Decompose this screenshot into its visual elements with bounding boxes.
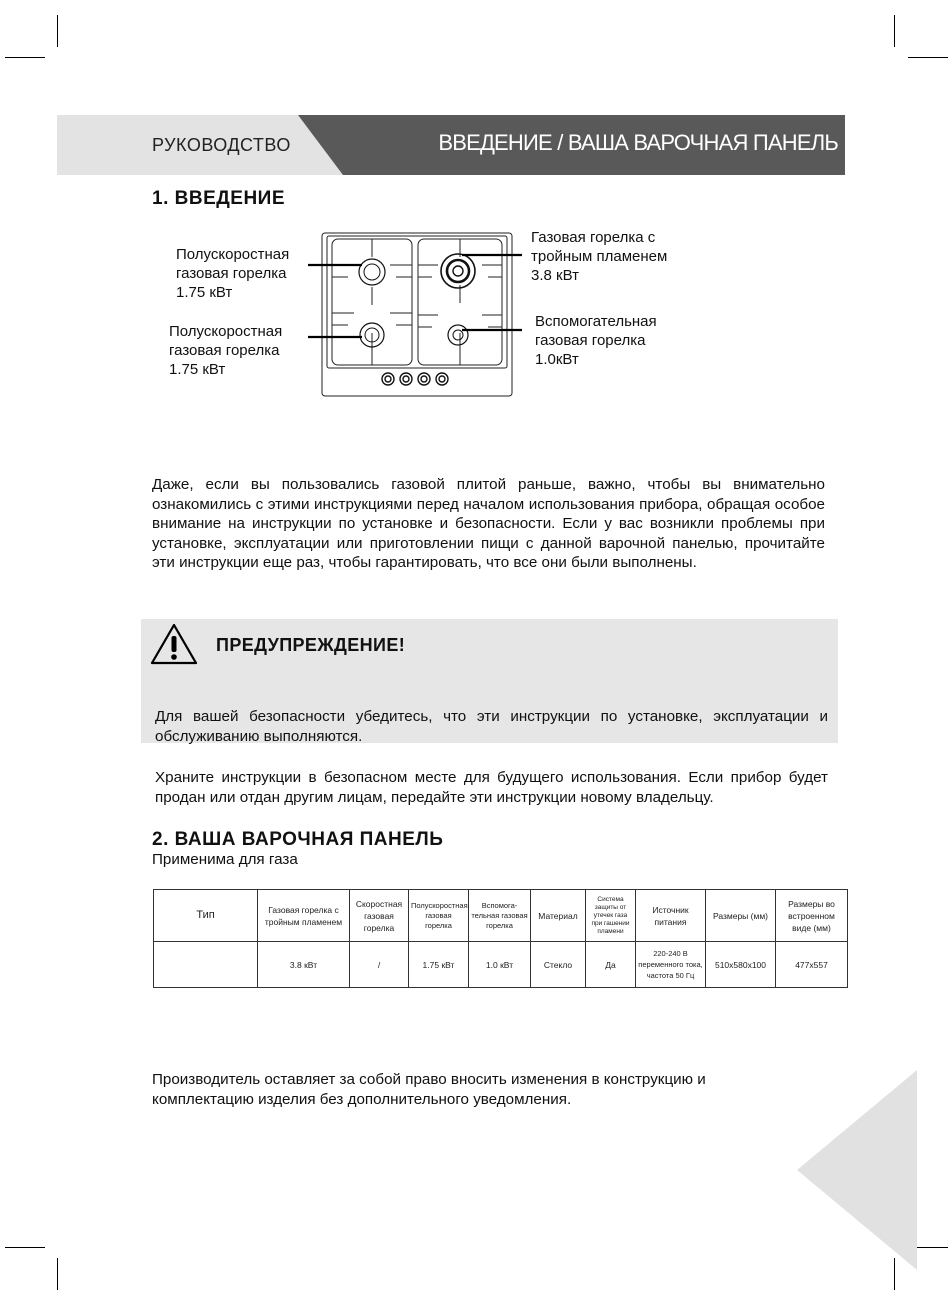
header-cell: Размеры во встроенном виде (мм) [776,890,848,942]
crop-mark [57,15,58,47]
label-bottom-right: Вспомогательная газовая горелка 1.0кВт [535,313,657,368]
crop-mark [894,15,895,47]
table-cell: Стекло [531,942,586,988]
table-cell: 1.75 кВт [409,942,469,988]
header-cell: Газовая горелка с тройным пламенем [258,890,350,942]
table-header-row [154,890,848,942]
warning-title: ПРЕДУПРЕЖДЕНИЕ! [216,635,406,655]
header-cell: Скоростная газовая горелка [350,890,409,942]
header-cell: Вспомога-тельная газовая горелка [469,890,531,942]
footer-note: Производитель оставляет за собой право вносить изменения в конструкцию и комплектацию изделия без дополнительного уведомления. [152,1071,706,1108]
crop-mark [5,57,45,58]
hob-diagram [300,225,540,405]
crop-mark [57,1258,58,1290]
header-cell: Источник питания [636,890,706,942]
crop-mark [908,57,948,58]
header-cell: Тип [154,890,258,942]
warning-text: Для вашей безопасности убедитесь, что эти инструкции по установке, эксплуатации и обслуживанию выполняются. [155,708,828,745]
table-row [154,942,848,988]
control-knob [400,373,412,385]
header-cell: Система защиты от утечек газа при гашении пламени [586,890,636,942]
burner-auxiliary [448,325,468,345]
spec-table [153,889,848,988]
table-cell: / [350,942,409,988]
label-top-right: Газовая горелка с тройным пламенем 3.8 кВт [531,229,668,284]
crop-mark [894,1258,895,1290]
table-cell: 3.8 кВт [258,942,350,988]
label-top-left: Полускоростная газовая горелка 1.75 кВт [176,246,290,301]
warning-icon [149,622,199,666]
table-cell: 510x580x100 [706,942,776,988]
header-cell: Размеры (мм) [706,890,776,942]
control-knob [418,373,430,385]
header-cell: Материал [531,890,586,942]
header-right-title: ВВЕДЕНИЕ / ВАША ВАРОЧНАЯ ПАНЕЛЬ [438,130,838,155]
label-bottom-left: Полускоростная газовая горелка 1.75 кВт [169,323,283,378]
burner-top-left [359,259,385,285]
page-corner-arrow [797,1070,917,1270]
table-cell: 220-240 В переменного тока, частота 50 Гц [636,942,706,988]
table-cell: 1.0 кВт [469,942,531,988]
storage-paragraph: Храните инструкции в безопасном месте для будущего использования. Если прибор будет продан или отдан другим лицам, передайте эти инструкции новому владельцу. [155,769,828,806]
table-cell: 477x557 [776,942,848,988]
section1-title: 1. ВВЕДЕНИЕ [152,188,285,209]
control-knob [382,373,394,385]
table-cell [154,942,258,988]
header-left-title: РУКОВОДСТВО [152,135,291,155]
crop-mark [5,1247,45,1248]
intro-paragraph: Даже, если вы пользовались газовой плитой раньше, важно, чтобы вы внимательно ознакомились с этими инструкциями перед началом использования прибора, обращая особое внимание на инструкции по установке и безопасности. Если у вас возникли проблемы при установке, эксплуатации или приготовлении пищи с данной варочной панелью, прочитайте эти инструкции еще раз, чтобы гарантировать, что все они были выполнены. [152,476,825,572]
table-cell: Да [586,942,636,988]
section2-subtitle: Применима для газа [152,851,298,868]
control-knob [436,373,448,385]
header-cell: Полускоростная газовая горелка [409,890,469,942]
section2-title: 2. ВАША ВАРОЧНАЯ ПАНЕЛЬ [152,829,444,850]
